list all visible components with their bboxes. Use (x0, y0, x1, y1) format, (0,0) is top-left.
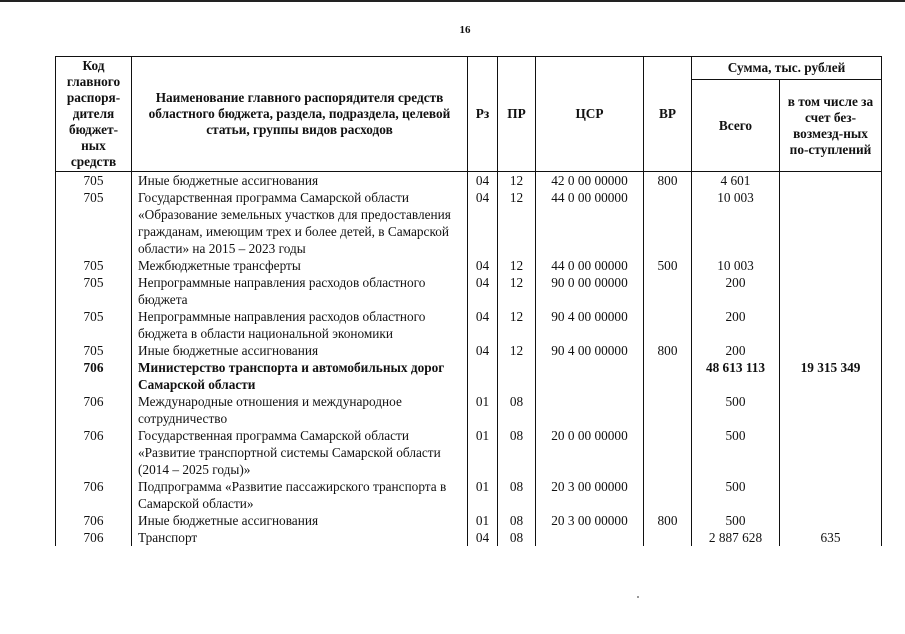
cell-pr: 12 (498, 172, 536, 190)
cell-vr: 800 (644, 342, 692, 359)
cell-pr: 08 (498, 529, 536, 546)
top-border-line (0, 0, 905, 2)
cell-csr: 20 3 00 00000 (536, 512, 644, 529)
cell-csr: 90 4 00 00000 (536, 308, 644, 342)
cell-pr: 12 (498, 189, 536, 257)
table-row (56, 257, 882, 274)
cell-total: 500 (692, 478, 780, 512)
cell-code: 706 (56, 478, 132, 512)
cell-vr: 800 (644, 512, 692, 529)
cell-vr: 800 (644, 172, 692, 190)
cell-name: Государственная программа Самарской области «Образование земельных участков для предоставления гражданам, имеющим трех и более детей, в Самарской области» на 2015 – 2023 годы (132, 189, 468, 257)
cell-rz: 04 (468, 172, 498, 190)
cell-incl (780, 478, 882, 512)
cell-name: Иные бюджетные ассигнования (132, 512, 468, 529)
cell-incl (780, 342, 882, 359)
table-header (56, 57, 882, 172)
cell-csr: 20 0 00 00000 (536, 427, 644, 478)
cell-rz: 04 (468, 342, 498, 359)
cell-csr: 44 0 00 00000 (536, 257, 644, 274)
table-row (56, 308, 882, 342)
cell-vr (644, 308, 692, 342)
cell-code: 705 (56, 274, 132, 308)
table-row (56, 342, 882, 359)
cell-vr (644, 189, 692, 257)
cell-csr (536, 529, 644, 546)
cell-name: Подпрограмма «Развитие пассажирского транспорта в Самарской области» (132, 478, 468, 512)
cell-name: Международные отношения и международное сотрудничество (132, 393, 468, 427)
cell-name: Межбюджетные трансферты (132, 257, 468, 274)
cell-rz: 01 (468, 512, 498, 529)
cell-code: 706 (56, 393, 132, 427)
table-row (56, 478, 882, 512)
cell-vr (644, 393, 692, 427)
header-csr: ЦСР (536, 57, 644, 172)
cell-pr: 12 (498, 342, 536, 359)
cell-pr: 12 (498, 257, 536, 274)
cell-total: 10 003 (692, 257, 780, 274)
budget-table (55, 56, 882, 546)
cell-csr: 44 0 00 00000 (536, 189, 644, 257)
table-body (56, 172, 882, 547)
cell-vr (644, 529, 692, 546)
cell-total: 500 (692, 393, 780, 427)
cell-code: 705 (56, 172, 132, 190)
header-vr: ВР (644, 57, 692, 172)
cell-pr: 08 (498, 478, 536, 512)
cell-rz: 01 (468, 427, 498, 478)
cell-code: 705 (56, 189, 132, 257)
cell-total: 4 601 (692, 172, 780, 190)
scan-speck (637, 596, 639, 598)
cell-incl (780, 189, 882, 257)
cell-total: 200 (692, 308, 780, 342)
cell-vr (644, 478, 692, 512)
cell-code: 705 (56, 342, 132, 359)
cell-incl (780, 427, 882, 478)
table-row (56, 189, 882, 257)
cell-pr: 08 (498, 512, 536, 529)
cell-code: 706 (56, 529, 132, 546)
cell-total: 200 (692, 342, 780, 359)
cell-vr (644, 427, 692, 478)
cell-code: 706 (56, 512, 132, 529)
page-number: 16 (459, 24, 471, 36)
cell-pr: 08 (498, 427, 536, 478)
header-name: Наименование главного распорядителя средств областного бюджета, раздела, подраздела, целевой статьи, группы видов расходов (132, 57, 468, 172)
cell-rz: 01 (468, 478, 498, 512)
cell-name: Непрограммные направления расходов областного бюджета в области национальной экономики (132, 308, 468, 342)
cell-rz: 04 (468, 257, 498, 274)
table-row (56, 359, 882, 393)
cell-pr: 12 (498, 308, 536, 342)
cell-code: 705 (56, 257, 132, 274)
cell-rz: 04 (468, 308, 498, 342)
cell-total: 200 (692, 274, 780, 308)
cell-name: Непрограммные направления расходов областного бюджета (132, 274, 468, 308)
cell-pr (498, 359, 536, 393)
header-total: Всего (692, 80, 780, 172)
cell-incl (780, 393, 882, 427)
cell-rz: 04 (468, 529, 498, 546)
table-row (56, 512, 882, 529)
cell-csr: 42 0 00 00000 (536, 172, 644, 190)
cell-vr (644, 359, 692, 393)
cell-total: 48 613 113 (692, 359, 780, 393)
cell-name: Иные бюджетные ассигнования (132, 342, 468, 359)
cell-total: 2 887 628 (692, 529, 780, 546)
cell-csr: 90 4 00 00000 (536, 342, 644, 359)
cell-vr: 500 (644, 257, 692, 274)
cell-csr: 90 0 00 00000 (536, 274, 644, 308)
cell-incl (780, 308, 882, 342)
cell-incl: 19 315 349 (780, 359, 882, 393)
cell-csr: 20 3 00 00000 (536, 478, 644, 512)
cell-code: 706 (56, 427, 132, 478)
cell-total: 500 (692, 427, 780, 478)
cell-incl (780, 512, 882, 529)
cell-code: 705 (56, 308, 132, 342)
cell-rz: 04 (468, 189, 498, 257)
table-row (56, 393, 882, 427)
cell-rz (468, 359, 498, 393)
header-pr: ПР (498, 57, 536, 172)
cell-vr (644, 274, 692, 308)
cell-rz: 04 (468, 274, 498, 308)
cell-rz: 01 (468, 393, 498, 427)
cell-pr: 08 (498, 393, 536, 427)
cell-name: Иные бюджетные ассигнования (132, 172, 468, 190)
cell-code: 706 (56, 359, 132, 393)
table-row (56, 274, 882, 308)
table-row (56, 529, 882, 546)
cell-name: Транспорт (132, 529, 468, 546)
table-row (56, 172, 882, 190)
cell-csr (536, 393, 644, 427)
table-row (56, 427, 882, 478)
header-sum-group: Сумма, тыс. рублей (692, 57, 882, 80)
cell-name: Министерство транспорта и автомобильных дорог Самарской области (132, 359, 468, 393)
header-incl: в том числе за счет без-возмезд-ных по-ступлений (780, 80, 882, 172)
cell-total: 500 (692, 512, 780, 529)
cell-name: Государственная программа Самарской области «Развитие транспортной системы Самарской области (2014 – 2025 годы)» (132, 427, 468, 478)
cell-incl: 635 (780, 529, 882, 546)
header-rz: Рз (468, 57, 498, 172)
cell-incl (780, 172, 882, 190)
cell-incl (780, 257, 882, 274)
cell-csr (536, 359, 644, 393)
header-code: Код главного распоря-дителя бюджет-ных средств (56, 57, 132, 172)
cell-pr: 12 (498, 274, 536, 308)
cell-incl (780, 274, 882, 308)
cell-total: 10 003 (692, 189, 780, 257)
